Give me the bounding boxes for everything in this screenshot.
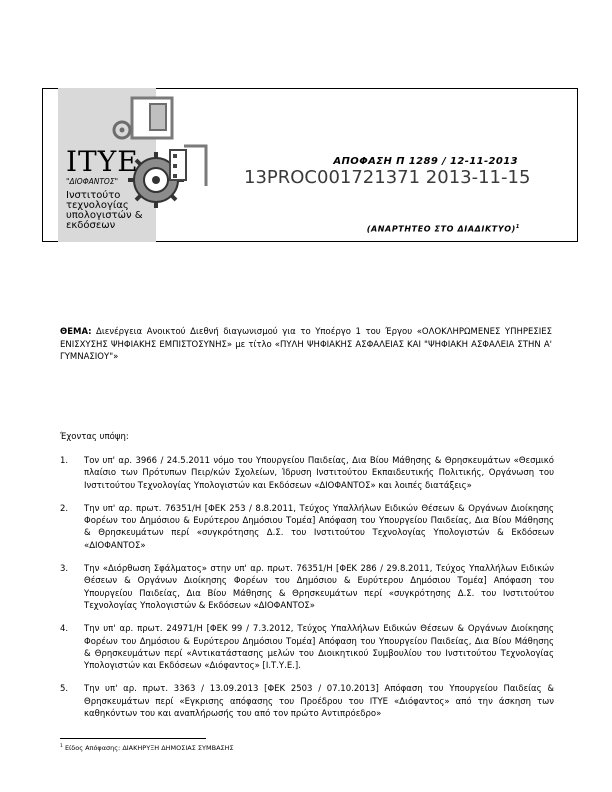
footnote-ref: 1 (515, 224, 520, 230)
item-text: Την «Διόρθωση Σφάλματος» στην υπ' αρ. πρωτ. 76351/Η [ΦΕΚ 286 / 29.8.2011, Τεύχος Υπαλλήλων Ειδικών Θέσεων & Οργάνων Διοίκησης Φορέων του Δημόσιου & Ευρύτερου Δημόσιου Τομέα] Απόφαση του Υπουργείου Παιδείας, Δια Βίου Μάθησης & Θρησκευμάτων περί «συγκρότησης Δ.Σ. του Ινστιτούτου Τεχνολογίας Υπολογιστών & Εκδόσεων «ΔΙΟΦΑΝΤΟΣ» (84, 564, 554, 611)
decision-number: ΑΠΟΦΑΣΗ Π 1289 / 12-11-2013 (333, 156, 518, 167)
ada-code: 13PROC001721371 2013-11-15 (244, 167, 531, 188)
footnote-divider (60, 738, 206, 739)
logo-description-line: Ινστιτούτο (66, 190, 121, 201)
list-item (60, 563, 554, 612)
logo-description (66, 191, 176, 231)
list-item (60, 623, 554, 672)
item-text: Την υπ' αρ. πρωτ. 24971/Η [ΦΕΚ 99 / 7.3.2012, Τεύχος Υπαλλήλων Ειδικών Θέσεων & Οργάνων Διοίκησης Φορέων του Δημόσιου & Ευρύτερου Δημόσιου Τομέα] Απόφαση του Υπουργείου Παιδείας, Δια Βίου Μάθησης & Θρησκευμάτων περί «Αντικατάστασης μελών του Διοικητικού Συμβουλίου του Ινστιτούτου Τεχνολογίας Υπολογιστών και Εκδόσεων «Διόφαντος» [Ι.Τ.Υ.Ε.]. (84, 624, 554, 672)
item-number: 3. (60, 564, 69, 575)
list-item (60, 503, 554, 552)
footnote-text: Είδος Απόφασης: ΔΙΑΚΗΡΥΞΗ ΔΗΜΟΣΙΑΣ ΣΥΜΒΑΣΗΣ (64, 744, 234, 753)
subject-label: ΘΕΜΑ: (60, 327, 92, 337)
item-number: 4. (60, 624, 69, 635)
publish-note (360, 224, 520, 234)
considerations-list (60, 455, 554, 731)
logo-description-line: υπολογιστών & εκδόσεων (66, 210, 143, 231)
item-number: 5. (60, 684, 69, 695)
subject-text: Διενέργεια Ανοικτού Διεθνή διαγωνισμού για το Υποέργο 1 του Έργου «ΟΛΟΚΛΗΡΩΜΕΝΕΣ ΥΠΗΡΕΣΙΕΣ ΕΝΙΣΧΥΣΗΣ ΨΗΦΙΑΚΗΣ ΕΜΠΙΣΤΟΣΥΝΗΣ» με τίτλο «ΠΥΛΗ ΨΗΦΙΑΚΗΣ ΑΣΦΑΛΕΙΑΣ ΚΑΙ "ΨΗΦΙΑΚΗ ΑΣΦΑΛΕΙΑ ΣΤΗΝ Α' ΓΥΜΝΑΣΙΟΥ"» (60, 327, 552, 362)
list-item (60, 455, 554, 492)
item-number: 2. (60, 503, 69, 514)
footnote (60, 744, 234, 752)
subject-paragraph (60, 326, 552, 364)
item-text: Τον υπ' αρ. 3966 / 24.5.2011 νόμο του Υπουργείου Παιδείας, Δια Βίου Μάθησης & Θρησκευμάτων «Θεσμικό πλαίσιο των Πρότυπων Πειρ/κών Σχολείων, Ίδρυση Ινστιτούτου Εκπαιδευτικής Πολιτικής, Οργάνωση του Ινστιτούτου Τεχνολογίας Υπολογιστών και Εκδόσεων «ΔΙΟΦΑΝΤΟΣ» και λοιπές διατάξεις» (84, 456, 554, 491)
item-text: Την υπ' αρ. πρωτ. 76351/Η [ΦΕΚ 253 / 8.8.2011, Τεύχος Υπαλλήλων Ειδικών Θέσεων & Οργάνων Διοίκησης Φορέων του Δημόσιου & Ευρύτερου Δημόσιου Τομέα] Απόφαση του Υπουργείου Παιδείας, Δια Βίου Μάθησης & Θρησκευμάτων περί «συγκρότησης Δ.Σ. του Ινστιτούτου Τεχνολογίας Υπολογιστών & Εκδόσεων «ΔΙΟΦΑΝΤΟΣ» (84, 503, 554, 551)
whereas-heading: Έχοντας υπόψη: (60, 432, 129, 442)
logo-description-line: τεχνολογίας (66, 200, 129, 211)
publish-note-text: (ΑΝΑΡΤΗΤΕΟ ΣΤΟ ΔΙΑΔΙΚΤΥΟ) (366, 224, 516, 234)
item-number: 1. (60, 456, 69, 466)
footnote-number: 1 (60, 744, 63, 749)
list-item (60, 683, 554, 720)
logo-subname: "ΔΙΟΦΑΝΤΟΣ" (66, 177, 119, 186)
logo-name: ΙΤΥΕ (66, 145, 139, 178)
item-text: Την υπ' αρ. πρωτ. 3363 / 13.09.2013 [ΦΕΚ 2503 / 07.10.2013] Απόφαση του Υπουργείου Παιδείας & Θρησκευμάτων περί «Εγκρισης απόφασης του Προέδρου του ΙΤΥΕ «Διόφαντος» από την άσκηση των καθηκόντων του και αναπλήρωσής του από τον πρώτο Αντιπρόεδρο» (84, 684, 554, 720)
logo-wordmark (66, 145, 176, 231)
